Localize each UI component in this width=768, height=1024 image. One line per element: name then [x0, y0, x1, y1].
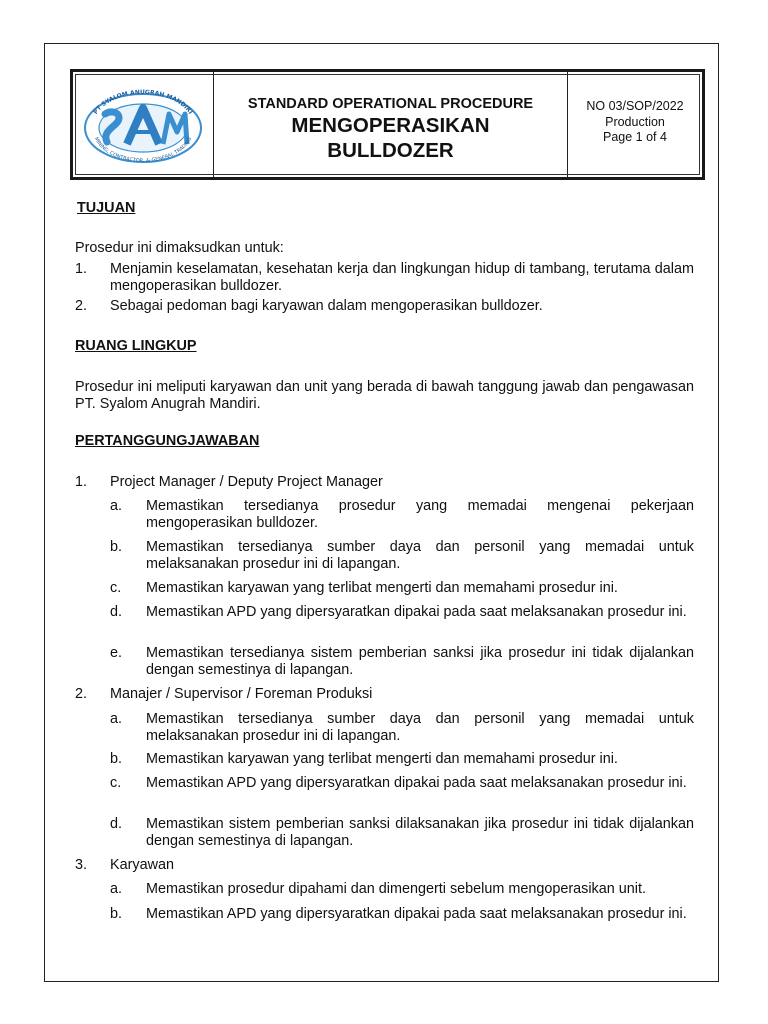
item-letter: c.: [110, 775, 122, 791]
header-meta-cell: [568, 72, 702, 177]
section-heading-ruang-lingkup: RUANG LINGKUP: [75, 338, 197, 354]
item-letter: a.: [110, 711, 123, 727]
item-letter: d.: [110, 816, 123, 832]
item-letter: b.: [110, 751, 123, 767]
logo-company-text: PT SYALOM ANUGRAH MANDIRI: [92, 88, 194, 116]
list-item: Memastikan tersedianya sumber daya dan personil yang memadai untuk melaksanakan prosedur ini di lapangan.: [146, 539, 694, 572]
document-number: NO 03/SOP/2022: [586, 99, 684, 113]
group-title: Karyawan: [110, 857, 174, 873]
group-number: 1.: [75, 474, 88, 490]
list-item: Memastikan karyawan yang terlibat mengerti dan memahami prosedur ini.: [146, 580, 618, 596]
list-item: Memastikan tersedianya sumber daya dan personil yang memadai untuk melaksanakan prosedur ini di lapangan.: [146, 711, 694, 744]
title-line-2: BULLDOZER: [327, 139, 454, 162]
item-letter: e.: [110, 645, 123, 661]
list-number: 1.: [75, 261, 88, 277]
tujuan-intro: Prosedur ini dimaksudkan untuk:: [75, 240, 284, 256]
company-logo: [79, 82, 207, 168]
list-item: Memastikan prosedur dipahami dan dimengerti sebelum mengoperasikan unit.: [146, 881, 646, 897]
department: Production: [605, 115, 665, 129]
list-item: Memastikan APD yang dipersyaratkan dipakai pada saat melaksanakan prosedur ini.: [146, 906, 687, 922]
list-item: Memastikan tersedianya prosedur yang memadai mengenai pekerjaan mengoperasikan bulldozer.: [146, 498, 694, 531]
group-number: 3.: [75, 857, 88, 873]
item-letter: a.: [110, 498, 123, 514]
item-letter: b.: [110, 539, 123, 555]
page-indicator: Page 1 of 4: [603, 130, 667, 144]
group-title: Manajer / Supervisor / Foreman Produksi: [110, 686, 373, 702]
list-item: Memastikan tersedianya sistem pemberian sanksi jika prosedur ini tidak dijalankan dengan semestinya di lapangan.: [146, 645, 694, 678]
document-title: [214, 113, 567, 163]
group-number: 2.: [75, 686, 88, 702]
list-item: Memastikan APD yang dipersyaratkan dipakai pada saat melaksanakan prosedur ini.: [146, 775, 687, 791]
list-item: Memastikan karyawan yang terlibat mengerti dan memahami prosedur ini.: [146, 751, 618, 767]
item-letter: b.: [110, 906, 123, 922]
item-letter: c.: [110, 580, 122, 596]
item-letter: d.: [110, 604, 123, 620]
item-letter: a.: [110, 881, 123, 897]
list-number: 2.: [75, 298, 88, 314]
header-title-cell: [214, 72, 567, 177]
ruang-lingkup-paragraph: Prosedur ini meliputi karyawan dan unit yang berada di bawah tanggung jawab dan pengawasan PT. Syalom Anugrah Mandiri.: [75, 379, 694, 412]
title-line-1: MENGOPERASIKAN: [291, 114, 490, 137]
list-item: Sebagai pedoman bagi karyawan dalam mengoperasikan bulldozer.: [110, 298, 543, 314]
list-item: Memastikan APD yang dipersyaratkan dipakai pada saat melaksanakan prosedur ini.: [146, 604, 687, 620]
section-heading-tujuan: TUJUAN: [77, 200, 136, 216]
section-heading-pertanggungjawaban: PERTANGGUNGJAWABAN: [75, 433, 260, 449]
logo-tagline-text: MINING, CONTRACTOR, & GENERAL TRADING: [92, 136, 194, 165]
list-item: Memastikan sistem pemberian sanksi dilaksanakan jika prosedur ini tidak dijalankan dengan semestinya di lapangan.: [146, 816, 694, 849]
list-item: Menjamin keselamatan, kesehatan kerja dan lingkungan hidup di tambang, terutama dalam mengoperasikan bulldozer.: [110, 261, 694, 294]
document-header: [70, 69, 705, 180]
group-title: Project Manager / Deputy Project Manager: [110, 474, 383, 490]
sop-label: STANDARD OPERATIONAL PROCEDURE: [247, 96, 534, 112]
